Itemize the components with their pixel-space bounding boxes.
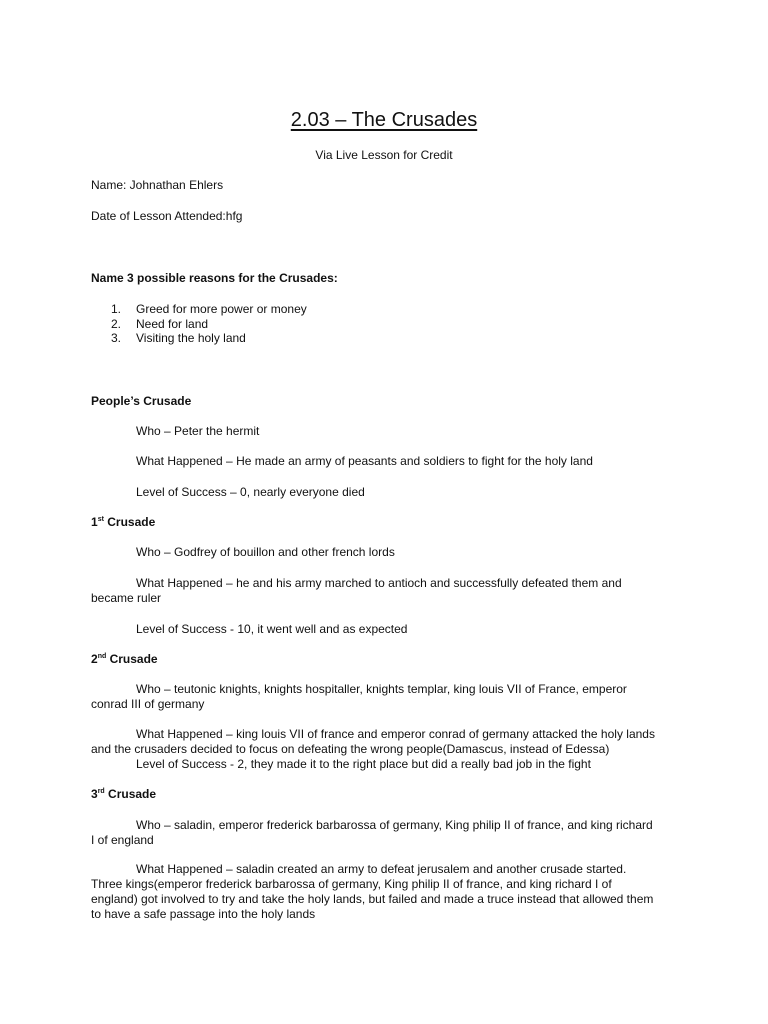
first-who: Who – Godfrey of bouillon and other french lords [136, 545, 395, 559]
student-name: Name: Johnathan Ehlers [91, 178, 224, 192]
second-who: Who – teutonic knights, knights hospitaller, knights templar, king louis VII of France, emperor conrad III of germany [91, 682, 627, 711]
second-success: Level of Success - 2, they made it to the right place but did a really bad job in the fight [136, 757, 591, 771]
heading-text: Crusade [103, 515, 156, 529]
first-crusade-heading [91, 515, 651, 530]
list-text: Need for land [136, 316, 209, 331]
heading-number: 3 [91, 787, 98, 801]
heading-text: Crusade [104, 787, 157, 801]
peoples-who: Who – Peter the hermit [136, 424, 260, 438]
third-crusade-heading [91, 787, 651, 802]
heading-number: 2 [91, 652, 98, 666]
heading-ordinal: st [97, 516, 104, 523]
list-item [91, 317, 591, 332]
peoples-what: What Happened – He made an army of peasants and soldiers to fight for the holy land [136, 454, 593, 468]
second-what: What Happened – king louis VII of france and emperor conrad of germany attacked the holy lands and the crusaders decided to focus on defeating the wrong people(Damascus, instead of Edessa) [91, 727, 655, 756]
peoples-success: Level of Success – 0, nearly everyone died [136, 485, 365, 499]
reasons-list [91, 302, 591, 346]
lesson-date: Date of Lesson Attended:hfg [91, 209, 243, 223]
first-what: What Happened – he and his army marched to antioch and successfully defeated them and became ruler [91, 576, 622, 605]
third-what: What Happened – saladin created an army to defeat jerusalem and another crusade started. Three kings(emperor frederick barbarossa of germany, King philip II of france, and king richard I of england) got involved to try and take the holy lands, but failed and made a truce instead that allowed them to have a safe passage into the holy lands [91, 862, 654, 921]
list-text: Greed for more power or money [136, 302, 307, 316]
first-success: Level of Success - 10, it went well and as expected [136, 622, 408, 636]
heading-number: 1 [91, 515, 98, 529]
list-number: 2. [111, 316, 122, 331]
second-crusade-heading [91, 652, 651, 667]
document-title: 2.03 – The Crusades [290, 109, 478, 131]
peoples-crusade-heading: People’s Crusade [91, 394, 192, 408]
heading-text: Crusade [106, 652, 158, 666]
heading-ordinal: nd [97, 653, 107, 660]
list-item [91, 331, 591, 346]
list-number: 1. [111, 302, 122, 316]
heading-ordinal: rd [97, 788, 105, 795]
document-subtitle: Via Live Lesson for Credit [315, 148, 453, 162]
reasons-heading: Name 3 possible reasons for the Crusades: [91, 271, 338, 285]
list-item [91, 302, 591, 317]
list-number: 3. [111, 331, 122, 345]
third-who: Who – saladin, emperor frederick barbarossa of germany, King philip II of france, and king richard I of england [91, 818, 653, 847]
list-text: Visiting the holy land [136, 331, 246, 345]
